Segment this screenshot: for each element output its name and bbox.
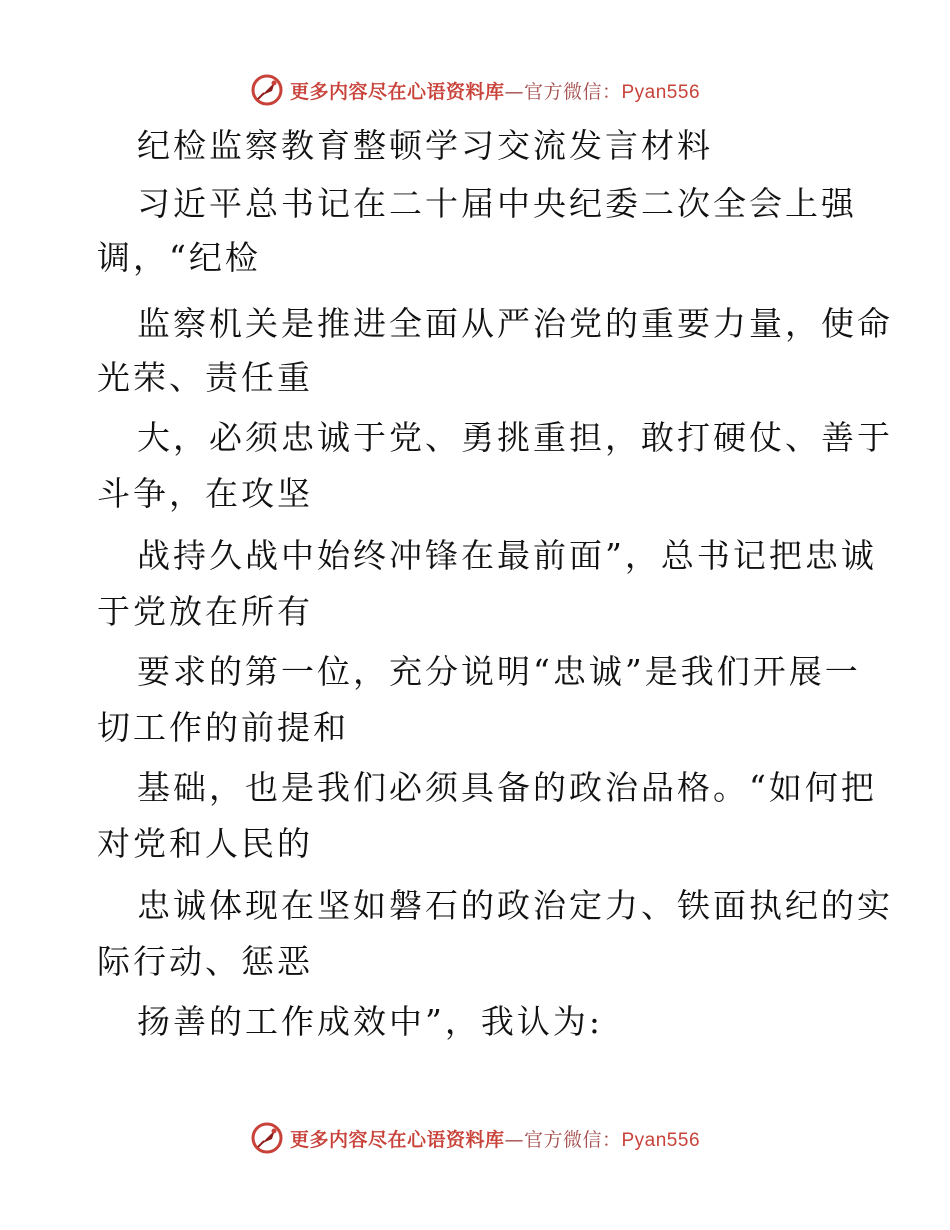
header-watermark (0, 70, 950, 110)
feather-pen-logo-icon (250, 73, 284, 107)
paragraph-line: 对党和人民的 (97, 824, 313, 863)
paragraph-line: 于党放在所有 (97, 592, 313, 631)
watermark-site-name: 更多内容尽在心语资料库 (289, 1128, 505, 1151)
watermark-dash: — (504, 1128, 524, 1151)
paragraph-line: 习近平总书记在二十届中央纪委二次全会上强 (137, 184, 857, 223)
paragraph-line: 调，“纪检 (97, 238, 261, 277)
paragraph-line: 切工作的前提和 (97, 708, 349, 747)
watermark-text (290, 1125, 700, 1152)
paragraph-line: 光荣、责任重 (97, 358, 313, 397)
paragraph-line: 忠诚体现在坚如磐石的政治定力、铁面执纪的实 (137, 886, 893, 925)
paragraph-line: 大，必须忠诚于党、勇挑重担，敢打硬仗、善于 (137, 418, 893, 457)
paragraph-line: 基础，也是我们必须具备的政治品格。“如何把 (137, 768, 877, 807)
paragraph-line: 斗争，在攻坚 (97, 474, 313, 513)
paragraph-line: 战持久战中始终冲锋在最前面”，总书记把忠诚 (137, 536, 877, 575)
paragraph-line: 扬善的工作成效中”，我认为: (137, 1002, 603, 1041)
footer-watermark (0, 1118, 950, 1158)
watermark-dash: — (504, 80, 524, 103)
paragraph-line: 监察机关是推进全面从严治党的重要力量，使命 (137, 304, 893, 343)
watermark-wechat-id: Pyan556 (621, 81, 701, 103)
watermark-wechat-id: Pyan556 (621, 1129, 701, 1151)
paragraph-line: 际行动、惩恶 (97, 942, 313, 981)
watermark-site-name: 更多内容尽在心语资料库 (289, 80, 505, 103)
document-title: 纪检监察教育整顿学习交流发言材料 (137, 126, 713, 165)
watermark-text (290, 77, 700, 104)
paragraph-line: 要求的第一位，充分说明“忠诚”是我们开展一 (137, 652, 861, 691)
watermark-official-label: 官方微信： (523, 80, 622, 103)
feather-pen-logo-icon (250, 1121, 284, 1155)
watermark-official-label: 官方微信： (523, 1128, 622, 1151)
